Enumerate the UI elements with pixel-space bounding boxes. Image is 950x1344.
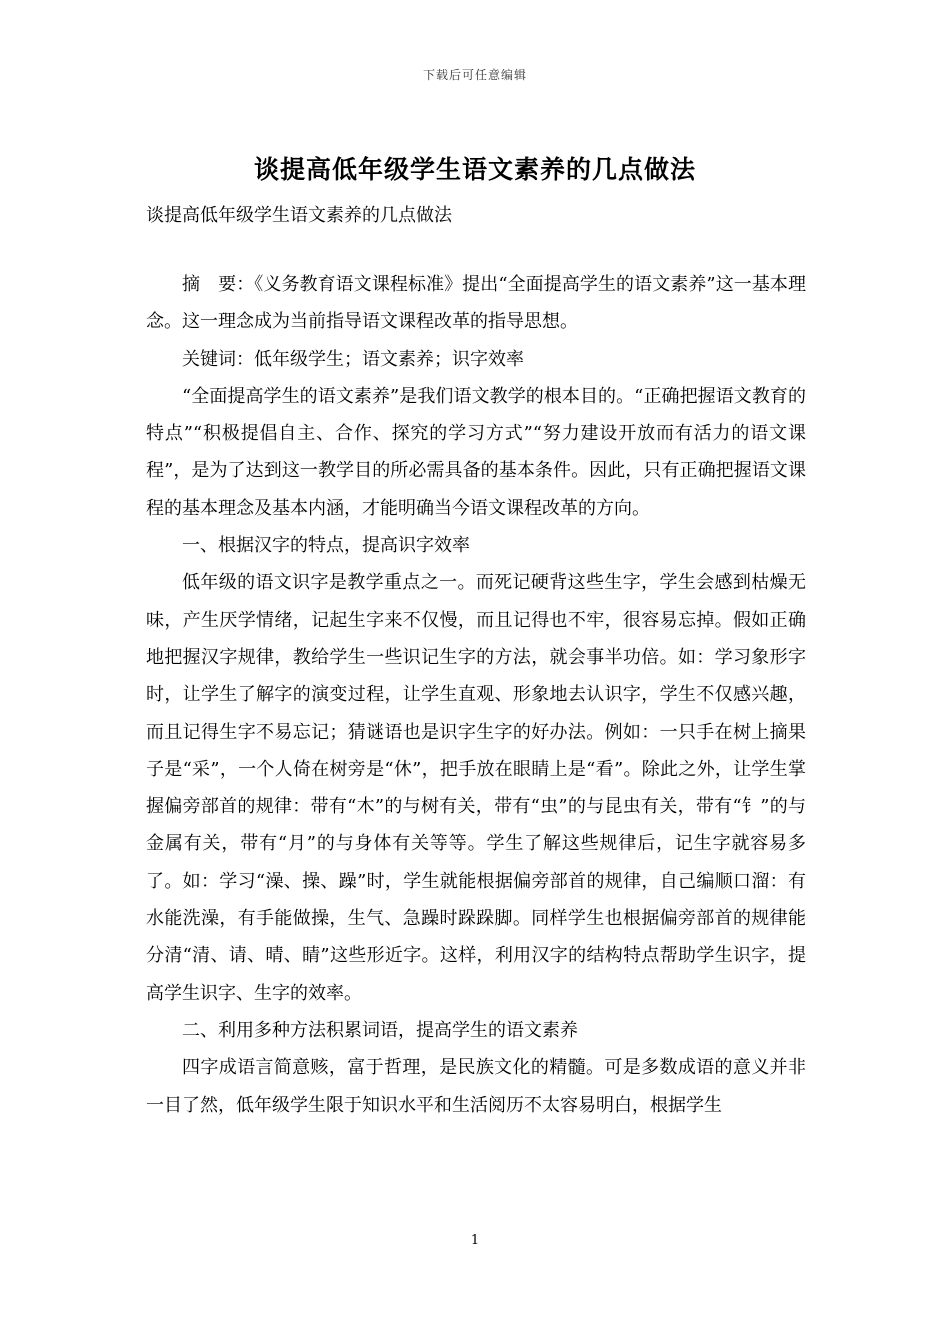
page-number: 1	[470, 1233, 480, 1248]
section-1-paragraph: 低年级的语文识字是教学重点之一。而死记硬背这些生字，学生会感到枯燥无味，产生厌学情绪，记起生字来不仅慢，而且记得也不牢，很容易忘掉。假如正确地把握汉字规律，教给学生一些识记生字的方法，就会事半功倍。如：学习象形字时，让学生了解字的演变过程，让学生直观、形象地去认识字，学生不仅感兴趣，而且记得生字不易忘记；猜谜语也是识字生字的好办法。例如：一只手在树上摘果子是“采”，一个人倚在树旁是“休”，把手放在眼睛上是“看”。除此之外，让学生掌握偏旁部首的规律：带有“木”的与树有关，带有“虫”的与昆虫有关，带有“钅”的与金属有关，带有“月”的与身体有关等等。学生了解这些规律后，记生字就容易多了。如：学习“澡、操、躁”时，学生就能根据偏旁部首的规律，自己编顺口溜：有水能洗澡，有手能做操，生气、急躁时跺跺脚。同样学生也根据偏旁部首的规律能分清“清、请、晴、睛”这些形近字。这样，利用汉字的结构特点帮助学生识字，提高学生识字、生字的效率。	[146, 572, 806, 1004]
section-2-paragraph: 四字成语言简意赅，富于哲理，是民族文化的精髓。可是多数成语的意义并非一目了然，低年级学生限于知识水平和生活阅历不太容易明白，根据学生	[146, 1057, 806, 1116]
section-heading-1: 一、根据汉字的特点，提高识字效率	[182, 535, 470, 557]
intro-paragraph: “全面提高学生的语文素养”是我们语文教学的根本目的。“正确把握语文教育的特点”“积极提倡自主、合作、探究的学习方式”“努力建设开放而有活力的语文课程”，是为了达到这一教学目的所必需具备的基本条件。因此，只有正确把握语文课程的基本理念及基本内涵，才能明确当今语文课程改革的方向。	[146, 385, 806, 519]
header-note: 下载后可任意编辑	[422, 68, 527, 82]
abstract-paragraph: 摘 要：《义务教育语文课程标准》提出“全面提高学生的语文素养”这一基本理念。这一理念成为当前指导语文课程改革的指导思想。	[146, 274, 806, 333]
section-heading-2: 二、利用多种方法积累词语，提高学生的语文素养	[182, 1019, 578, 1041]
keywords-paragraph: 关键词：低年级学生；语文素养；识字效率	[182, 348, 524, 370]
document-subtitle: 谈提高低年级学生语文素养的几点做法	[146, 205, 452, 226]
document-title: 谈提高低年级学生语文素养的几点做法	[253, 155, 696, 184]
document-body	[146, 266, 806, 1124]
